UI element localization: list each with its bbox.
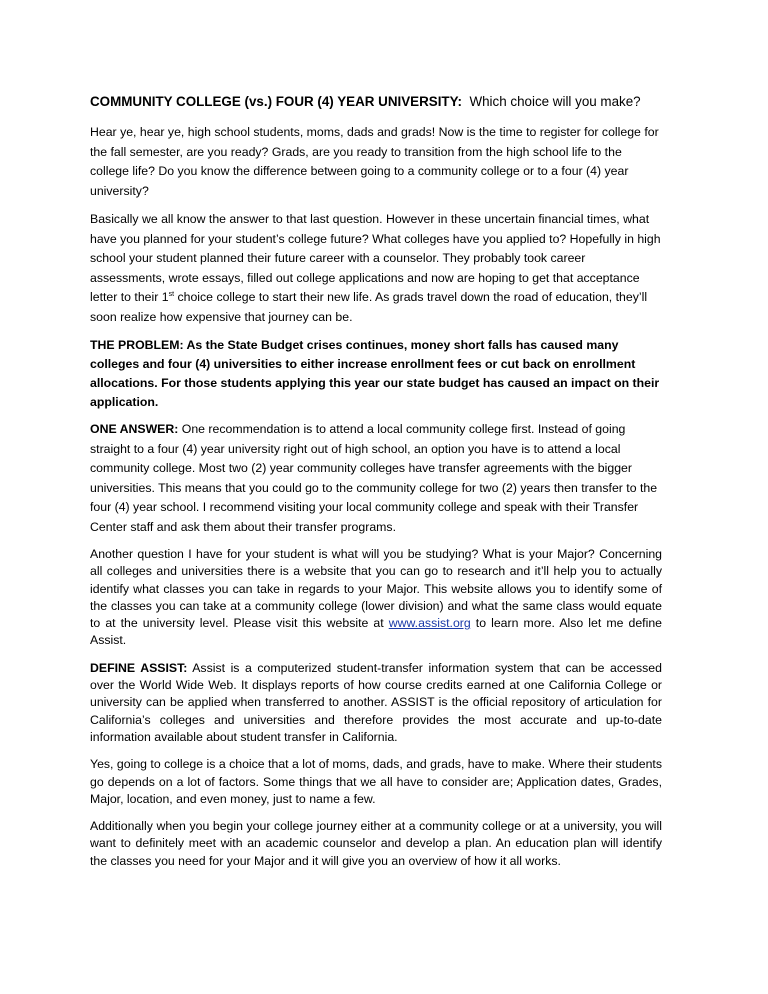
intro-paragraph: Hear ye, hear ye, high school students, moms, dads and grads! Now is the time to register for college for the fall semester, are you ready? Grads, are you ready to transition from the high school life to the college life? Do you know the difference between going to a community college or to a four (4) year university? [90, 125, 659, 198]
problem-paragraph: THE PROBLEM: As the State Budget crises continues, money short falls has caused many colleges and four (4) universities to either increase enrollment fees or cut back on enrollment allocations. For those students applying this year our state budget has caused an impact on their application. [90, 338, 660, 409]
define-assist-text: Assist is a computerized student-transfer information system that can be accessed over the World Wide Web. It displays reports of how course credits earned at one California College or university can be applied when transferred to another. ASSIST is the official repository of articulation for California’s colleges and universities and therefore provides the most accurate and up-to-date information available about student transfer in California. [90, 660, 662, 744]
document-page [90, 92, 662, 880]
major-text-2: to learn more. Also let me define Assist. [90, 616, 663, 648]
define-assist-paragraph [90, 660, 662, 746]
ordinal-suffix: st [168, 290, 175, 298]
planning-text-2: choice college to start their new life. As grads travel down the road of education, they’ll soon realize how expensive that journey can be. [90, 290, 648, 324]
define-assist-label: DEFINE ASSIST: [90, 660, 188, 675]
one-answer-paragraph [90, 420, 662, 537]
planning-text-1: Basically we all know the answer to that last question. However in these uncertain financial times, what have you planned for your student’s college future? What colleges have you applied to? Hopefully in high school your student planned their future career with a counselor. They probably took career assessments, wrote essays, filled out college applications and now are hoping to get that acceptance letter to their 1 [90, 212, 661, 304]
title-bold: COMMUNITY COLLEGE (vs.) FOUR (4) YEAR UNIVERSITY: [90, 94, 462, 109]
counselor-paragraph: Additionally when you begin your college journey either at a community college or at a university, you will want to definitely meet with an academic counselor and develop a plan. An education plan will identify the classes you need for your Major and it will give you an overview of how it all works. [90, 819, 662, 868]
document-title [90, 92, 662, 111]
assist-link[interactable]: www.assist.org [388, 616, 471, 631]
one-answer-text: One recommendation is to attend a local community college first. Instead of going straight to a four (4) year university right out of high school, an option you have is to attend a local community college. Most two (2) year community colleges have transfer agreements with the bigger universities. This means that you could go to the community college for two (2) years then transfer to the four (4) year school. I recommend visiting your local community college and speak with their Transfer Center staff and ask them about their transfer programs. [90, 422, 658, 534]
major-paragraph [90, 546, 662, 650]
planning-paragraph [90, 210, 662, 327]
major-text-1: Another question I have for your student is what will you be studying? What is your Major? Concerning all colleges and universities there is a website that you can go to research and it’ll help you to actually identify what classes you can take in regards to your Major. This website allows you to identify some of the classes you can take at a community college (lower division) and what the same class would equate to at the university level. Please visit this website at [90, 547, 662, 631]
choice-paragraph: Yes, going to college is a choice that a lot of moms, dads, and grads, have to make. Where their students go depends on a lot of factors. Some things that we all have to consider are; Application dates, Grades, Major, location, and even money, just to name a few. [90, 757, 662, 806]
title-question: Which choice will you make? [469, 94, 641, 109]
one-answer-label: ONE ANSWER: [90, 422, 179, 436]
